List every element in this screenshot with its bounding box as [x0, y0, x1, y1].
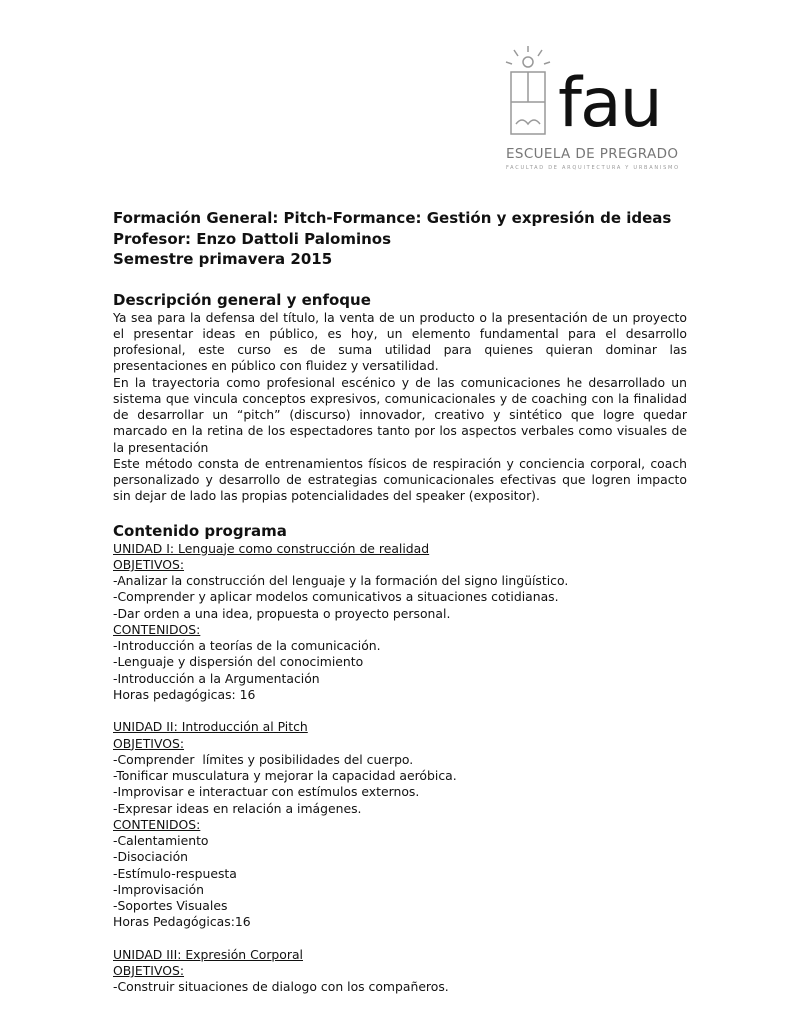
content-item: -Calentamiento	[113, 833, 209, 848]
content-item: -Lenguaje y dispersión del conocimiento	[113, 654, 364, 670]
unit-title: UNIDAD II: Introducción al Pitch	[113, 719, 308, 735]
semester: Semestre primavera 2015	[113, 250, 333, 268]
content-item: -Introducción a teorías de la comunicación.	[113, 638, 381, 653]
hours: Horas Pedagógicas:16	[113, 914, 251, 930]
description-paragraph: En la trayectoria como profesional escénico y de las comunicaciones he desarrollado un sistema que vincula conceptos expresivos, comunicacionales y de coaching con la finalidad de desarrollar un “pitch” (discurso) innovador, creativo y sintético que logre quedar marcado en la retina de los espectadores tanto por los aspectos verbales como visuales de la presentación	[113, 374, 687, 455]
objectives-label: OBJETIVOS:	[113, 556, 185, 572]
description-paragraph: Ya sea para la defensa del título, la venta de un producto o la presentación de un proyecto el presentar ideas en público, es hoy, un elemento fundamental para el desarrollo profesional, este curso es de suma utilidad para quienes quieran dominar las presentaciones en público con fluidez y versatilidad.	[113, 309, 687, 374]
content-item: -Soportes Visuales	[113, 898, 228, 913]
contents-label: CONTENIDOS:	[113, 621, 201, 637]
professor: Profesor: Enzo Dattoli Palominos	[113, 229, 391, 248]
svg-text:FACULTAD DE ARQUITECTURA Y URB: FACULTAD DE ARQUITECTURA Y URBANISMO	[506, 165, 678, 171]
svg-text:ESCUELA DE PREGRADO: ESCUELA DE PREGRADO	[506, 146, 678, 162]
objective: -Expresar ideas en relación a imágenes.	[113, 800, 362, 816]
objective: -Analizar la construcción del lenguaje y la formación del signo lingüístico.	[113, 573, 569, 588]
unit-3	[113, 947, 687, 996]
content-item: -Introducción a la Argumentación	[113, 670, 320, 686]
objective: -Comprender y aplicar modelos comunicativos a situaciones cotidianas.	[113, 589, 559, 605]
objective: -Construir situaciones de dialogo con los compañeros.	[113, 979, 449, 995]
description-paragraph: Este método consta de entrenamientos físicos de respiración y conciencia corporal, coach personalizado y desarrollo de estrategias comunicacionales efectivas que logren impacto sin dejar de lado las propias potencialidades del speaker (expositor).	[113, 455, 687, 504]
content-item: -Disociación	[113, 849, 189, 865]
objective: -Dar orden a una idea, propuesta o proyecto personal.	[113, 605, 451, 621]
contents-label: CONTENIDOS:	[113, 816, 201, 832]
unit-title: UNIDAD III: Expresión Corporal	[113, 946, 303, 962]
objectives-label: OBJETIVOS:	[113, 735, 185, 751]
objectives-label: OBJETIVOS:	[113, 963, 185, 978]
objective: -Comprender límites y posibilidades del cuerpo.	[113, 751, 414, 767]
hours: Horas pedagógicas: 16	[113, 686, 256, 702]
unit-2	[113, 719, 687, 930]
unit-title: UNIDAD I: Lenguaje como construcción de realidad	[113, 540, 430, 556]
fau-logo	[500, 44, 690, 174]
unit-1	[113, 541, 687, 704]
objective: -Improvisar e interactuar con estímulos externos.	[113, 784, 420, 800]
description-heading: Descripción general y enfoque	[113, 290, 371, 309]
course-title: Formación General: Pitch-Formance: Gestión y expresión de ideas	[113, 209, 672, 227]
program-heading: Contenido programa	[113, 521, 287, 540]
content-item: -Estímulo-respuesta	[113, 865, 237, 881]
content-item: -Improvisación	[113, 881, 204, 897]
svg-text:fau: fau	[558, 64, 661, 143]
document-body	[113, 208, 687, 996]
objective: -Tonificar musculatura y mejorar la capacidad aeróbica.	[113, 768, 457, 783]
